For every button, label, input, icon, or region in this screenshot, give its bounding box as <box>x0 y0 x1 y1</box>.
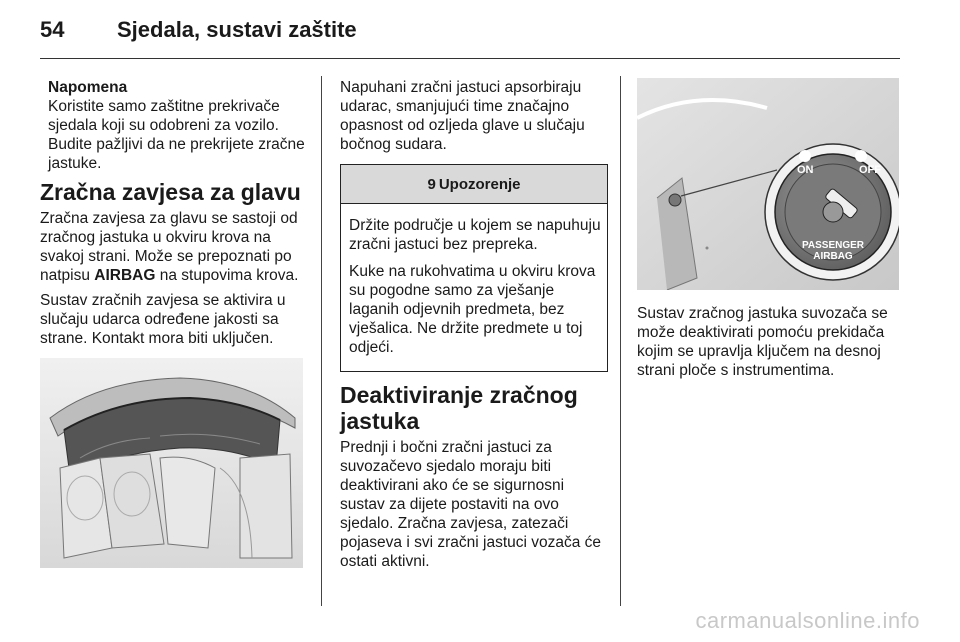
column-right <box>637 78 901 386</box>
warning-header <box>341 165 607 204</box>
column-divider <box>620 76 621 606</box>
paragraph-deactivation: Prednji i bočni zračni jastuci za suvozačevo sjedalo moraju biti deaktivirani ako će se sigurnosni sustav za dijete postaviti na ovo sjedalo. Zračna zavjesa, zatezači pojaseva i svi zračni jastuci vozača će ostati aktivni. <box>340 439 602 570</box>
warning-box <box>340 164 608 372</box>
switch-label-passenger: PASSENGER <box>801 240 865 251</box>
switch-label-off: OFF <box>859 164 881 176</box>
warning-icon: 9 <box>427 175 436 193</box>
warning-body <box>341 204 607 371</box>
section-heading-curtain-airbag: Zračna zavjesa za glavu <box>40 179 301 205</box>
page-header <box>0 0 960 62</box>
warning-paragraph: Kuke na rukohvatima u okviru krova su pogodne samo za vješanje laganih odjevnih predmeta, bez vješalica. Ne držite predmete u toj odjeći. <box>349 263 596 356</box>
column-divider <box>321 76 322 606</box>
column-left <box>40 78 310 568</box>
note-text: Koristite samo zaštitne prekrivače sjedala koji su odobreni za vozilo. Budite pažljivi da ne prekrijete zračne jastuke. <box>48 98 305 172</box>
switch-caption: Sustav zračnog jastuka suvozača se može deaktivirati pomoću prekidača kojim se upravlja ključem na desnoj strani ploče s instrumentima. <box>637 305 888 379</box>
column-middle <box>340 78 608 577</box>
section-heading-airbag-deactivation: Deaktiviranje zračnog jastuka <box>340 382 578 434</box>
switch-label-airbag: AIRBAG <box>813 251 853 262</box>
switch-label-on: ON <box>797 164 814 176</box>
curtain-airbag-illustration <box>40 358 303 568</box>
note-title: Napomena <box>48 79 128 96</box>
paragraph-curtain-description <box>40 209 310 285</box>
page-number: 54 <box>40 17 65 42</box>
header-rule <box>40 58 900 59</box>
warning-paragraph: Držite područje u kojem se napuhuju zračni jastuci bez prepreka. <box>349 217 601 253</box>
watermark: carmanualsonline.info <box>695 608 920 633</box>
airbag-switch-illustration <box>637 78 899 290</box>
text-run: Zračna zavjesa za glavu se sastoji od zračnog jastuka u okviru krova na svakoj strani. Može se prepoznati po natpisu <box>40 210 298 284</box>
page-title: Sjedala, sustavi zaštite <box>117 17 357 42</box>
paragraph-intro: Napuhani zračni jastuci apsorbiraju udarac, smanjujući time značajno opasnost od ozljeda glave u slučaju bočnog sudara. <box>340 79 585 153</box>
text-run: na stupovima krova. <box>155 267 299 284</box>
note-box <box>40 78 310 173</box>
airbag-label: AIRBAG <box>94 267 156 284</box>
warning-title: Upozorenje <box>438 175 521 193</box>
paragraph-curtain-activation: Sustav zračnih zavjesa se aktivira u slučaju udarca određene jakosti sa strane. Kontakt mora biti uključen. <box>40 292 286 347</box>
